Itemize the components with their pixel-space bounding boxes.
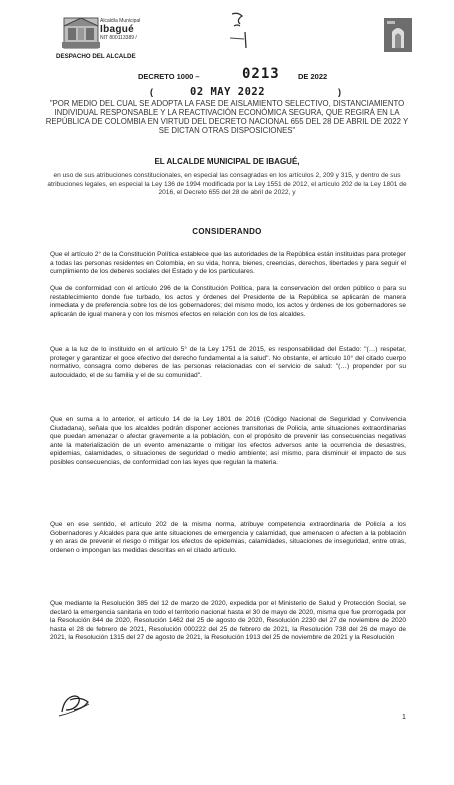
paragraph-3: Que a la luz de lo instituido en el artículo 5° de la Ley 1751 de 2015, es responsabilidad del Estado: "(…) respetar, proteger y garantizar el goce efectivo del derecho fundamental a la salud". No obstante, el artículo 10° del citado cuerpo normativo, consagra como deberes de las personas relacionadas con el servicio de salud: "(…) propender por su autocuidado, el de su familia y el de su comunidad". xyxy=(50,346,406,379)
city-name: Ibagué xyxy=(100,24,135,35)
preamble-text: en uso de sus atribuciones constitucionales, en especial las consagradas en los artículos 2, 209 y 315, y dentro de sus atribuciones legales, en especial la Ley 136 de 1994 modificada por la Ley 1551 de 2012, el artículo 202 de la Ley 1801 de 2016, el Decreto 655 del 28 de abril de 2022, y xyxy=(47,172,407,197)
paragraph-1: Que el artículo 2° de la Constitución Política establece que las autoridades de la República están instituidas para proteger a todas las personas residentes en Colombia, en su vida, honra, bienes, creencias, derechos, libertades y para seguir el cumplimiento de los deberes sociales del Estado y de los particulares. xyxy=(50,251,406,276)
handwritten-mark-icon xyxy=(226,10,256,50)
nit-number: NIT 800113389 / xyxy=(100,35,137,41)
mayor-heading: EL ALCALDE MUNICIPAL DE IBAGUÉ, xyxy=(154,157,300,166)
paragraph-4: Que en suma a lo anterior, el artículo 14 de la Ley 1801 de 2016 (Código Nacional de Seguridad y Convivencia Ciudadana), señala que los alcaldes podrán disponer acciones transitorias de Policía, ante situaciones extraordinarias que puedan amenazar o afectar gravemente a la población, con el propósito de prevenir las consecuencias negativas ante la materialización de un evento amenazante o mitigar los efectos adversos ante la ocurrencia de desastres, epidemias, calamidades, o situaciones de seguridad o medio ambiente; así mismo, para disminuir el impacto de sus posibles consecuencias, de conformidad con las leyes que regulan la materia. xyxy=(50,416,406,466)
decree-date: 02 MAY 2022 xyxy=(190,86,266,98)
paragraph-2: Que de conformidad con el artículo 296 de la Constitución Política, para la conservación del orden público o para su restablecimiento donde fue turbado, los actos y órdenes del Presidente de la República se aplicarán de manera inmediata y de preferencia sobre los de los gobernadores; del mismo modo, los actos y órdenes de los gobernadores se aplicarán de igual manera y con los mismos efectos en relación con los de los alcaldes. xyxy=(50,285,406,318)
signature-initials-icon xyxy=(56,690,102,720)
ibague-emblem-icon xyxy=(384,18,412,52)
considerando-heading: CONSIDERANDO xyxy=(192,227,262,236)
decree-number: 0213 xyxy=(242,66,280,82)
municipal-crest-icon xyxy=(58,14,104,52)
decree-prefix: DECRETO 1000 – xyxy=(138,72,200,81)
paren-left: ( xyxy=(150,87,153,97)
decree-title: "POR MEDIO DEL CUAL SE ADOPTA LA FASE DE AISLAMIENTO SELECTIVO, DISTANCIAMIENTO INDIVIDUAL RESPONSABLE Y LA REACTIVACIÓN ECONÓMICA SEGURA, QUE REGIRÁ EN LA REPÚBLICA DE COLOMBIA EN VIRTUD DEL DECRETO NACIONAL 655 DEL 28 DE ABRIL DE 2022 Y SE DICTAN OTRAS DISPOSICIONES" xyxy=(45,99,409,135)
municipality-block xyxy=(100,18,190,41)
paragraph-6: Que mediante la Resolución 385 del 12 de marzo de 2020, expedida por el Ministerio de Salud y Protección Social, se declaró la emergencia sanitaria en todo el territorio nacional hasta el 30 de mayo de 2020, misma que fue prorrogada por la Resolución 844 de 2020, Resolución 1462 del 25 de agosto de 2020, Resolución 2230 del 27 de noviembre de 2020 hasta el 28 de febrero de 2021, Resolución 000222 del 25 de febrero de 2021, la Resolución 738 del 26 de mayo de 2021, la Resolución 1315 del 27 de agosto de 2021, la Resolución 1913 del 25 de noviembre de 2021 y la Resolución xyxy=(50,600,406,642)
decree-year: DE 2022 xyxy=(298,72,328,81)
page-number: 1 xyxy=(402,714,406,721)
paragraph-5: Que en ese sentido, el artículo 202 de la misma norma, atribuye competencia extraordinaria de Policía a los Gobernadores y Alcaldes para que ante situaciones de emergencia y calamidad, que amenacen o afecten a la población y en aras de prevenir el riesgo o mitigar los efectos de epidemias, calamidades, situaciones de inseguridad, entre otras, ordenen o impongan las medidas descritas en el citado artículo. xyxy=(50,521,406,554)
paren-right: ) xyxy=(338,87,341,97)
municipality-label: Alcaldía Municipal xyxy=(100,18,141,24)
office-name: DESPACHO DEL ALCALDE xyxy=(56,53,136,60)
decree-number-line xyxy=(138,66,338,82)
